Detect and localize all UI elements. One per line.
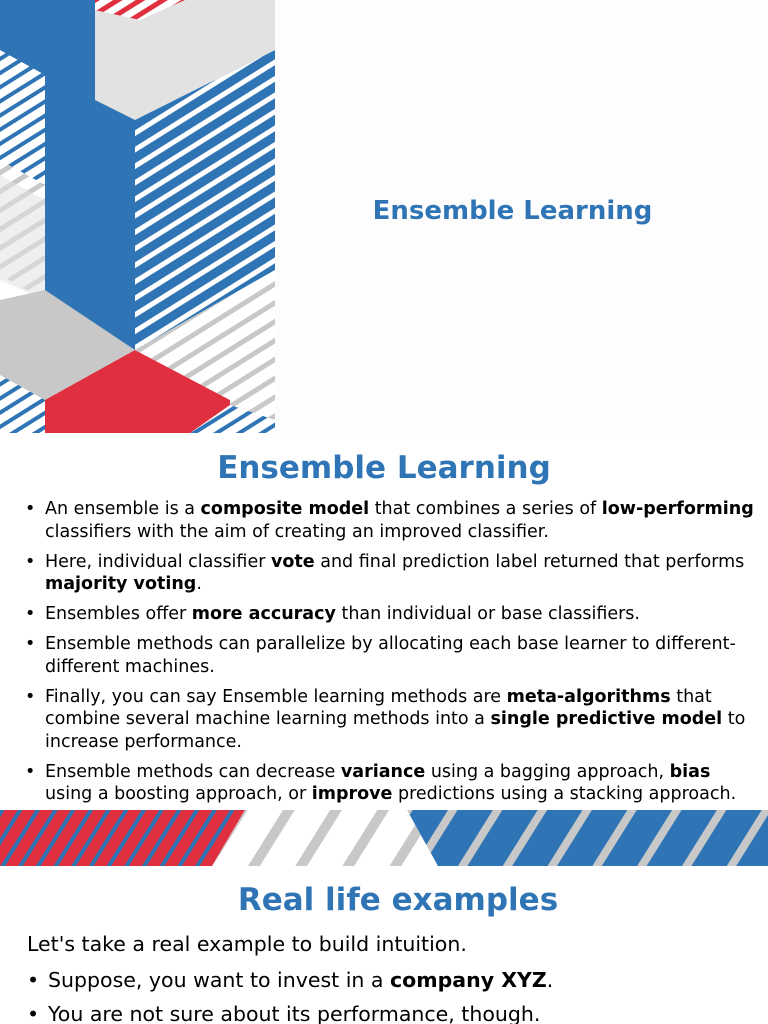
body-text: Ensembles offer [45, 604, 192, 624]
emphasis-text: meta-algorithms [506, 686, 671, 707]
body-text: Here, individual classifier [45, 551, 271, 572]
slide-ensemble-overview [0, 433, 768, 866]
body-text: than individual or base classifiers. [335, 604, 640, 624]
emphasis-text: more accuracy [191, 604, 336, 624]
body-text: predictions using a stacking approach. [392, 784, 737, 804]
body-text: An ensemble is a [45, 499, 201, 519]
emphasis-text: single predictive model [490, 709, 723, 729]
body-text: Finally, you can say Ensemble learning methods are [45, 686, 507, 707]
body-text: that combine several machine learning methods into a [45, 686, 712, 729]
emphasis-text: improve [311, 784, 393, 804]
body-text: . [546, 968, 554, 992]
intro-text: Let's take a real example to build intuition. [27, 932, 467, 956]
emphasis-text: majority voting [45, 574, 197, 594]
body-text: using a bagging approach, [425, 761, 670, 782]
body-text: to increase performance. [45, 709, 746, 752]
list-item [22, 498, 757, 543]
slide-title: Ensemble Learning [372, 196, 653, 226]
bullet-list [24, 966, 754, 1024]
slide-real-life-examples [0, 866, 768, 1024]
list-item [24, 966, 754, 994]
body-text: Suppose, you want to invest in a [48, 968, 391, 992]
list-item [22, 686, 757, 754]
bullet-list [22, 498, 757, 813]
body-text: . [196, 574, 202, 594]
list-item [22, 633, 757, 678]
list-item [24, 1000, 754, 1024]
body-text: and final prediction label returned that performs [314, 551, 745, 572]
slide-heading: Real life examples [237, 882, 559, 918]
slide-title-ensemble [0, 0, 768, 433]
body-text: Ensemble methods can parallelize by allocating each base learner to different-different machines. [45, 634, 736, 677]
emphasis-text: composite model [200, 499, 370, 519]
geometric-decoration [0, 0, 275, 433]
list-item [22, 761, 757, 806]
body-text: Ensemble methods can decrease [45, 761, 341, 782]
emphasis-text: low-performing [601, 499, 754, 519]
body-text: using a boosting approach, or [45, 784, 312, 804]
emphasis-text: vote [270, 551, 315, 572]
striped-footer-band [0, 810, 768, 866]
slide-heading: Ensemble Learning [217, 450, 551, 486]
body-text: that combines a series of [369, 499, 602, 519]
emphasis-text: variance [340, 761, 426, 782]
body-text: classifiers with the aim of creating an improved classifier. [45, 521, 549, 542]
emphasis-text: bias [669, 761, 711, 782]
list-item [22, 551, 757, 596]
body-text: You are not sure about its performance, though. [48, 1002, 541, 1024]
list-item [22, 603, 757, 626]
emphasis-text: company XYZ [390, 968, 547, 992]
